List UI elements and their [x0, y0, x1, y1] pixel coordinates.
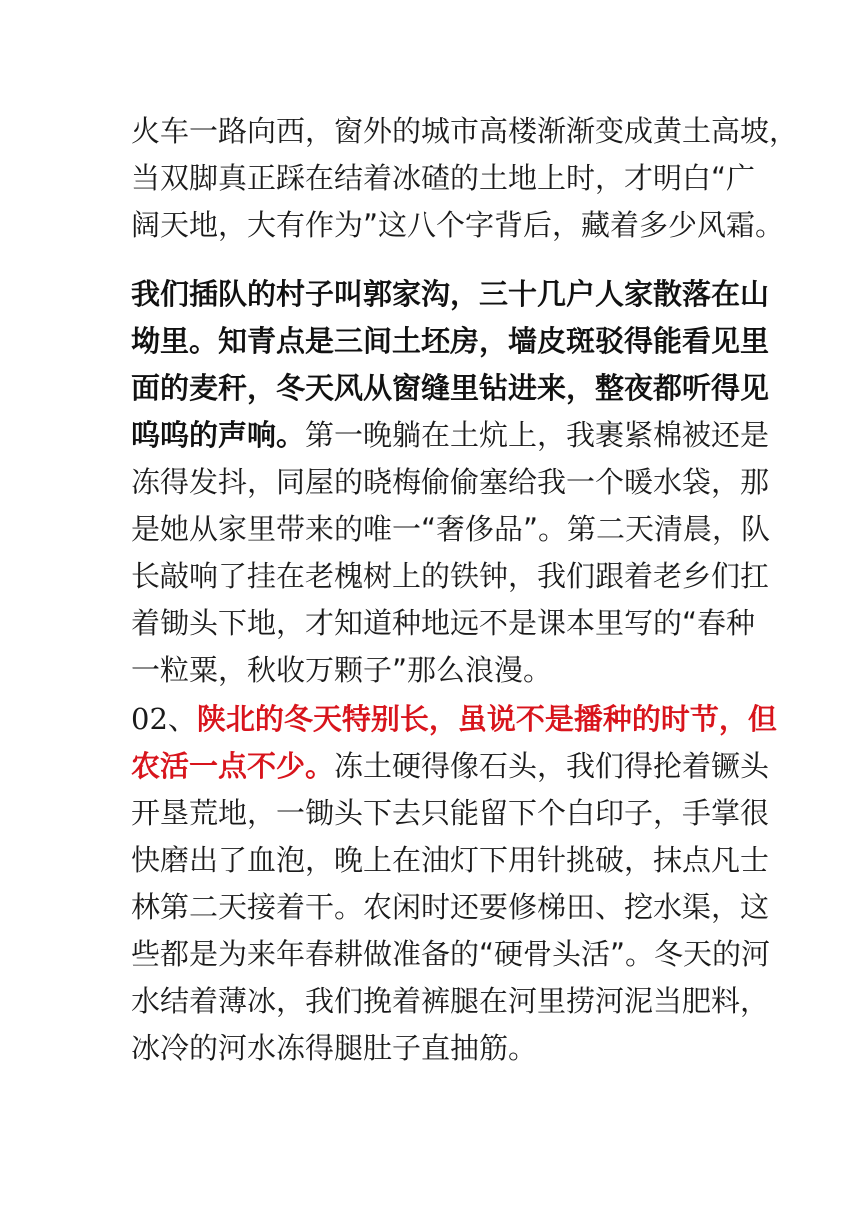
text-line [131, 931, 771, 978]
body-text: 水结着薄冰，我们挽着裤腿在河里捞河泥当肥料， [131, 984, 770, 1018]
paragraph-1 [131, 108, 799, 249]
text-line [131, 412, 770, 459]
bold-text: 坳里。知青点是三间土坯房，墙皮斑驳得能看见里 [131, 324, 770, 358]
body-text: 冻得发抖，同屋的晓梅偷偷塞给我一个暖水袋，那 [131, 465, 770, 499]
paragraph-3 [131, 696, 777, 1072]
body-text: 第一晚躺在土炕上，我裹紧棉被还是 [305, 418, 770, 452]
body-text: 冰冷的河水冻得腿肚子直抽筋。 [131, 1031, 538, 1065]
text-line [131, 647, 731, 694]
body-text: 火车一路向西，窗外的城市高楼渐渐变成黄土高坡， [131, 114, 799, 148]
bold-text: 面的麦秆，冬天风从窗缝里钻进来，整夜都听得见 [131, 371, 770, 405]
text-line [131, 696, 777, 743]
text-line [131, 1025, 731, 1072]
highlight-text: 农活一点不少。 [131, 749, 335, 783]
body-text: 些都是为来年春耕做准备的“硬骨头活”。冬天的河 [131, 937, 771, 971]
body-text: 一粒粟，秋收万颗子”那么浪漫。 [131, 653, 553, 687]
text-line [131, 506, 771, 553]
body-text: 02、 [131, 702, 197, 736]
text-line [131, 459, 770, 506]
body-text: 长敲响了挂在老槐树上的铁钟，我们跟着老乡们扛 [131, 559, 770, 593]
body-text: 开垦荒地，一锄头下去只能留下个白印子，手掌很 [131, 796, 770, 830]
text-line [131, 318, 770, 365]
bold-text: 我们插队的村子叫郭家沟，三十几户人家散落在山 [131, 277, 770, 311]
text-line [131, 884, 770, 931]
text-line [131, 600, 756, 647]
text-line [131, 790, 770, 837]
text-line [131, 978, 770, 1025]
text-line [131, 155, 756, 202]
body-text: 是她从家里带来的唯一“奢侈品”。第二天清晨，队 [131, 512, 771, 546]
text-line [131, 837, 770, 884]
text-line [131, 202, 785, 249]
paragraph-2 [131, 271, 771, 694]
bold-text: 呜呜的声响。 [131, 418, 306, 452]
body-text: 着锄头下地，才知道种地远不是课本里写的“春种 [131, 606, 756, 640]
body-text: 当双脚真正踩在结着冰碴的土地上时，才明白“广 [131, 161, 756, 195]
text-line [131, 108, 799, 155]
body-text: 冻土硬得像石头，我们得抡着镢头 [334, 749, 770, 783]
body-text: 林第二天接着干。农闲时还要修梯田、挖水渠，这 [131, 890, 770, 924]
text-line [131, 271, 770, 318]
body-text: 阔天地，大有作为”这八个字背后，藏着多少风霜。 [131, 208, 785, 242]
text-line [131, 553, 770, 600]
text-line [131, 743, 770, 790]
body-text: 快磨出了血泡，晚上在油灯下用针挑破，抹点凡士 [131, 843, 770, 877]
text-line [131, 365, 770, 412]
highlight-text: 陕北的冬天特别长，虽说不是播种的时节，但 [196, 702, 777, 736]
